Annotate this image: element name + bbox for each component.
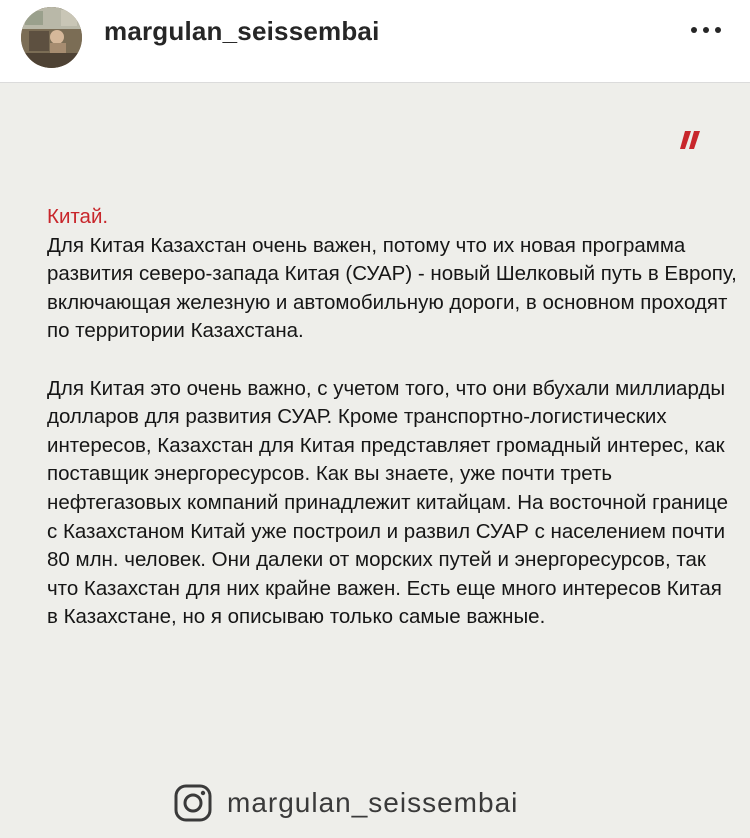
avatar-photo-icon <box>21 7 82 68</box>
article-heading: Китай. <box>47 205 109 228</box>
instagram-icon <box>173 783 213 823</box>
article-paragraph-1: Для Китая Казахстан очень важен, потому что их новая программа развития северо-запада Китая (СУАР) - новый Шелковый путь в Европу, включающая железную и автомобильную дороги, в основном проходят по территории Казахстана. <box>47 233 737 343</box>
watermark-username: margulan_seissembai <box>227 787 519 818</box>
post-image[interactable] <box>0 83 750 838</box>
more-horizontal-icon <box>684 14 728 46</box>
username[interactable]: margulan_seissembai <box>104 16 380 46</box>
avatar[interactable] <box>21 7 82 68</box>
quote-mark-icon <box>677 127 703 153</box>
post-article <box>47 203 737 632</box>
more-options-button[interactable] <box>684 14 728 46</box>
article-paragraph-2: Для Китая это очень важно, с учетом того, что они вбухали миллиарды долларов для развития СУАР. Кроме транспортно-логистических интересов, Казахстан для Китая представляет громадный интерес, как поставщик энергоресурсов. Как вы знаете, уже почти треть нефтегазовых компаний принадлежит китайцам. На восточной границе с Казахстаном Китай уже построил и развил СУАР с населением почти 80 млн. человек. Они далеки от морских путей и энергоресурсов, так что Казахстан для них крайне важен. Есть еще много интересов Китая в Казахстане, но я описываю только самые важные. <box>47 376 729 629</box>
post-header <box>0 0 750 83</box>
watermark <box>173 783 518 823</box>
paragraph-spacer <box>47 346 737 375</box>
